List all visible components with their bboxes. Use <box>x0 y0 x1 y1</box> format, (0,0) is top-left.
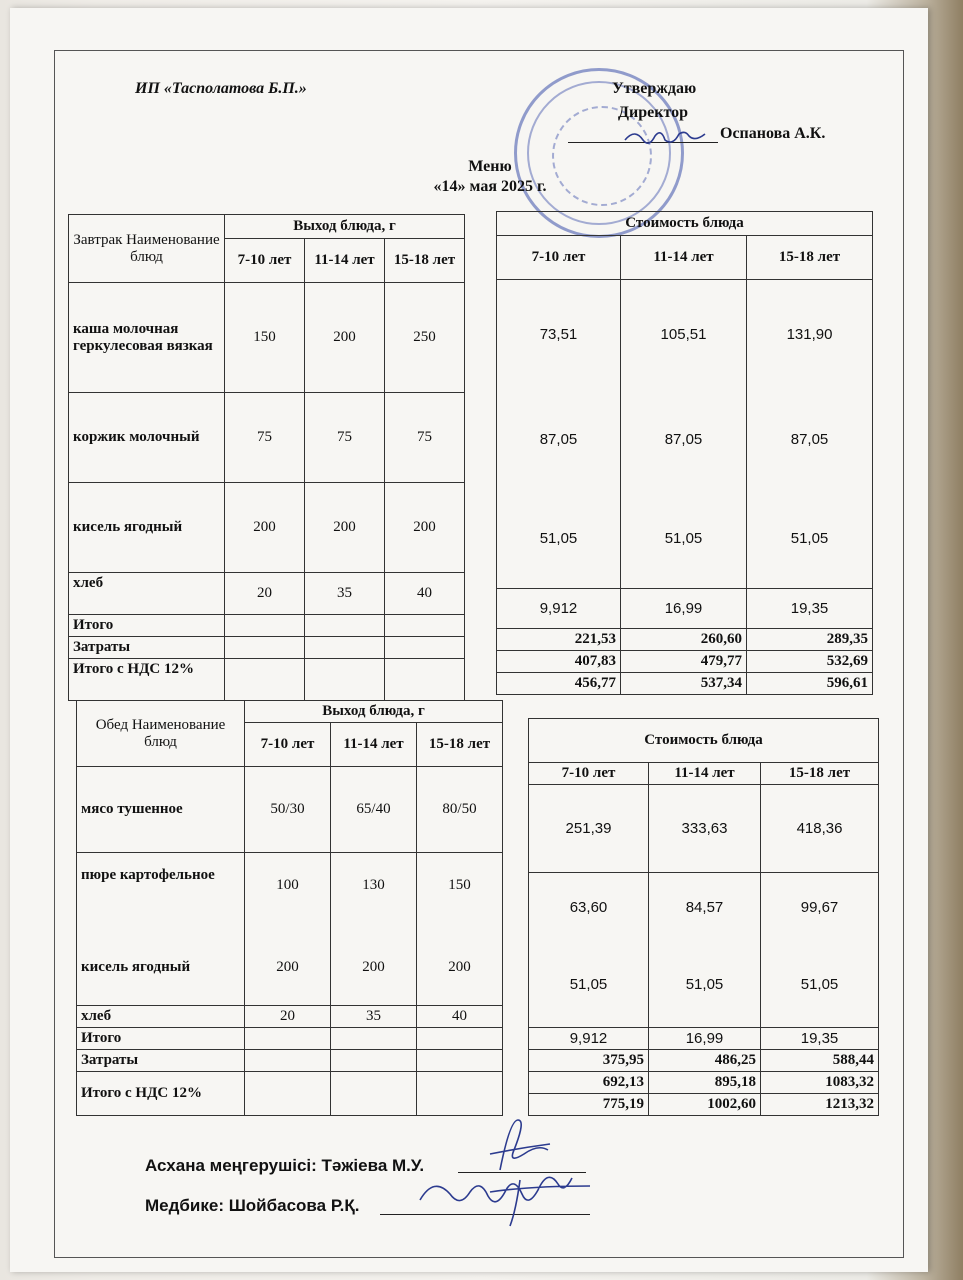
dish-yield: 40 <box>385 573 465 615</box>
company-name: ИП «Тасполатова Б.П.» <box>135 80 307 97</box>
dish-name: хлеб <box>77 1006 245 1028</box>
director-label: Директор <box>618 104 688 121</box>
dish-yield: 35 <box>305 573 385 615</box>
table-row <box>69 637 465 659</box>
cost-value: 51,05 <box>664 530 703 547</box>
age-header: 11-14 лет <box>331 723 417 767</box>
dish-yield: 200 <box>448 959 471 975</box>
table-row <box>529 1028 879 1050</box>
dish-yield: 75 <box>305 393 385 483</box>
vat-total-label: Итого с НДС 12% <box>69 659 225 701</box>
dish-yield: 65/40 <box>331 767 417 853</box>
table-row <box>497 589 873 629</box>
table-row <box>497 673 873 695</box>
cost-value: 9,912 <box>529 1028 649 1050</box>
cost-value: 73,51 <box>539 326 578 343</box>
cost-value: 87,05 <box>664 431 703 448</box>
lunch-yield-label: Выход блюда, г <box>245 701 503 723</box>
cost-value: 51,05 <box>800 976 839 993</box>
total-cost: 775,19 <box>529 1094 649 1116</box>
director-name: Оспанова А.К. <box>720 125 826 142</box>
table-row <box>529 1050 879 1072</box>
lunch-header: Обед Наименование блюд <box>77 701 245 767</box>
dish-yield: 75 <box>225 393 305 483</box>
total-cost: 1213,32 <box>761 1094 879 1116</box>
age-header: 15-18 лет <box>417 723 503 767</box>
dish-yield: 150 <box>225 283 305 393</box>
total-cost: 1083,32 <box>761 1072 879 1094</box>
total-cost: 588,44 <box>761 1050 879 1072</box>
cost-value: 333,63 <box>649 785 761 873</box>
total-cost: 479,77 <box>621 651 747 673</box>
cost-value: 418,36 <box>761 785 879 873</box>
breakfast-yield-table <box>68 214 465 701</box>
dish-yield: 200 <box>276 959 299 975</box>
table-row <box>69 659 465 701</box>
age-header: 7-10 лет <box>245 723 331 767</box>
dish-yield: 200 <box>362 959 385 975</box>
total-cost: 486,25 <box>649 1050 761 1072</box>
dish-yield: 100 <box>276 877 299 893</box>
director-signature <box>620 126 710 148</box>
table-row <box>77 1028 503 1050</box>
chef-label: Асхана меңгерушісі: Тәжіева М.У. <box>145 1156 425 1175</box>
menu-date: «14» мая 2025 г. <box>433 178 547 195</box>
total-cost: 260,60 <box>621 629 747 651</box>
age-header: 7-10 лет <box>497 236 621 280</box>
age-header: 11-14 лет <box>621 236 747 280</box>
dish-yield: 20 <box>225 573 305 615</box>
dish-name: хлеб <box>69 573 225 615</box>
total-cost: 1002,60 <box>649 1094 761 1116</box>
cost-value: 99,67 <box>800 899 839 916</box>
nurse-signature <box>410 1170 610 1230</box>
total-cost: 407,83 <box>497 651 621 673</box>
lunch-yield-table <box>76 700 503 1116</box>
dish-name: мясо тушенное <box>77 767 245 853</box>
dish-yield: 130 <box>362 877 385 893</box>
table-row <box>69 483 465 573</box>
total-cost: 456,77 <box>497 673 621 695</box>
dish-yield: 50/30 <box>245 767 331 853</box>
cost-value: 19,35 <box>747 589 873 629</box>
dish-yield: 200 <box>385 483 465 573</box>
table-row <box>497 280 873 589</box>
cost-value: 251,39 <box>529 785 649 873</box>
dish-name: коржик молочный <box>69 393 225 483</box>
lunch-cost-table <box>528 718 879 1116</box>
table-row <box>529 1094 879 1116</box>
cost-value: 16,99 <box>649 1028 761 1050</box>
table-row <box>497 629 873 651</box>
cost-value: 51,05 <box>539 530 578 547</box>
total-cost: 596,61 <box>747 673 873 695</box>
table-row <box>69 283 465 393</box>
table-row <box>497 651 873 673</box>
approval-block <box>612 77 696 125</box>
age-header: 7-10 лет <box>529 763 649 785</box>
dish-name: кисель ягодный <box>81 959 191 975</box>
table-row <box>529 1072 879 1094</box>
cost-value: 51,05 <box>790 530 829 547</box>
total-cost: 289,35 <box>747 629 873 651</box>
total-cost: 532,69 <box>747 651 873 673</box>
breakfast-cost-table <box>496 211 873 695</box>
age-header: 7-10 лет <box>225 239 305 283</box>
total-cost: 375,95 <box>529 1050 649 1072</box>
dish-yield: 75 <box>385 393 465 483</box>
cost-value: 51,05 <box>569 976 608 993</box>
table-row <box>77 1050 503 1072</box>
table-row <box>77 853 503 1006</box>
breakfast-header: Завтрак Наименование блюд <box>69 215 225 283</box>
cost-value: 131,90 <box>786 326 833 343</box>
cost-value: 9,912 <box>497 589 621 629</box>
dish-yield: 80/50 <box>417 767 503 853</box>
dish-yield: 200 <box>225 483 305 573</box>
cost-value: 63,60 <box>569 899 608 916</box>
dish-yield: 20 <box>245 1006 331 1028</box>
cost-label: Стоимость блюда <box>497 212 873 236</box>
cost-value: 51,05 <box>685 976 724 993</box>
menu-title <box>300 157 680 197</box>
dish-yield: 200 <box>305 483 385 573</box>
total-cost: 692,13 <box>529 1072 649 1094</box>
dish-name: каша молочная геркулесовая вязкая <box>69 283 225 393</box>
dish-yield: 35 <box>331 1006 417 1028</box>
table-row <box>77 1072 503 1116</box>
cost-value: 87,05 <box>539 431 578 448</box>
age-header: 11-14 лет <box>305 239 385 283</box>
table-row <box>77 767 503 853</box>
table-row <box>77 1006 503 1028</box>
dish-name: пюре картофельное <box>81 867 215 883</box>
cost-label: Стоимость блюда <box>529 719 879 763</box>
dish-yield: 40 <box>417 1006 503 1028</box>
total-cost: 537,34 <box>621 673 747 695</box>
table-row <box>529 873 879 1028</box>
age-header: 15-18 лет <box>385 239 465 283</box>
dish-yield: 150 <box>448 877 471 893</box>
expenses-label: Затраты <box>77 1050 245 1072</box>
total-cost: 221,53 <box>497 629 621 651</box>
cost-value: 87,05 <box>790 431 829 448</box>
dish-yield: 200 <box>305 283 385 393</box>
breakfast-yield-label: Выход блюда, г <box>225 215 465 239</box>
cost-value: 16,99 <box>621 589 747 629</box>
age-header: 15-18 лет <box>761 763 879 785</box>
total-label: Итого <box>69 615 225 637</box>
table-row <box>529 785 879 873</box>
age-header: 15-18 лет <box>747 236 873 280</box>
total-label: Итого <box>77 1028 245 1050</box>
table-row <box>69 573 465 615</box>
nurse-label: Медбике: Шойбасова Р.Қ. <box>145 1196 360 1215</box>
expenses-label: Затраты <box>69 637 225 659</box>
table-row <box>69 615 465 637</box>
dish-yield: 250 <box>385 283 465 393</box>
total-cost: 895,18 <box>649 1072 761 1094</box>
menu-label: Меню <box>468 158 512 175</box>
cost-value: 84,57 <box>685 899 724 916</box>
table-row <box>69 393 465 483</box>
dish-name: кисель ягодный <box>69 483 225 573</box>
cost-value: 105,51 <box>660 326 707 343</box>
approve-label: Утверждаю <box>612 80 697 97</box>
vat-total-label: Итого с НДС 12% <box>77 1072 245 1116</box>
age-header: 11-14 лет <box>649 763 761 785</box>
cost-value: 19,35 <box>761 1028 879 1050</box>
